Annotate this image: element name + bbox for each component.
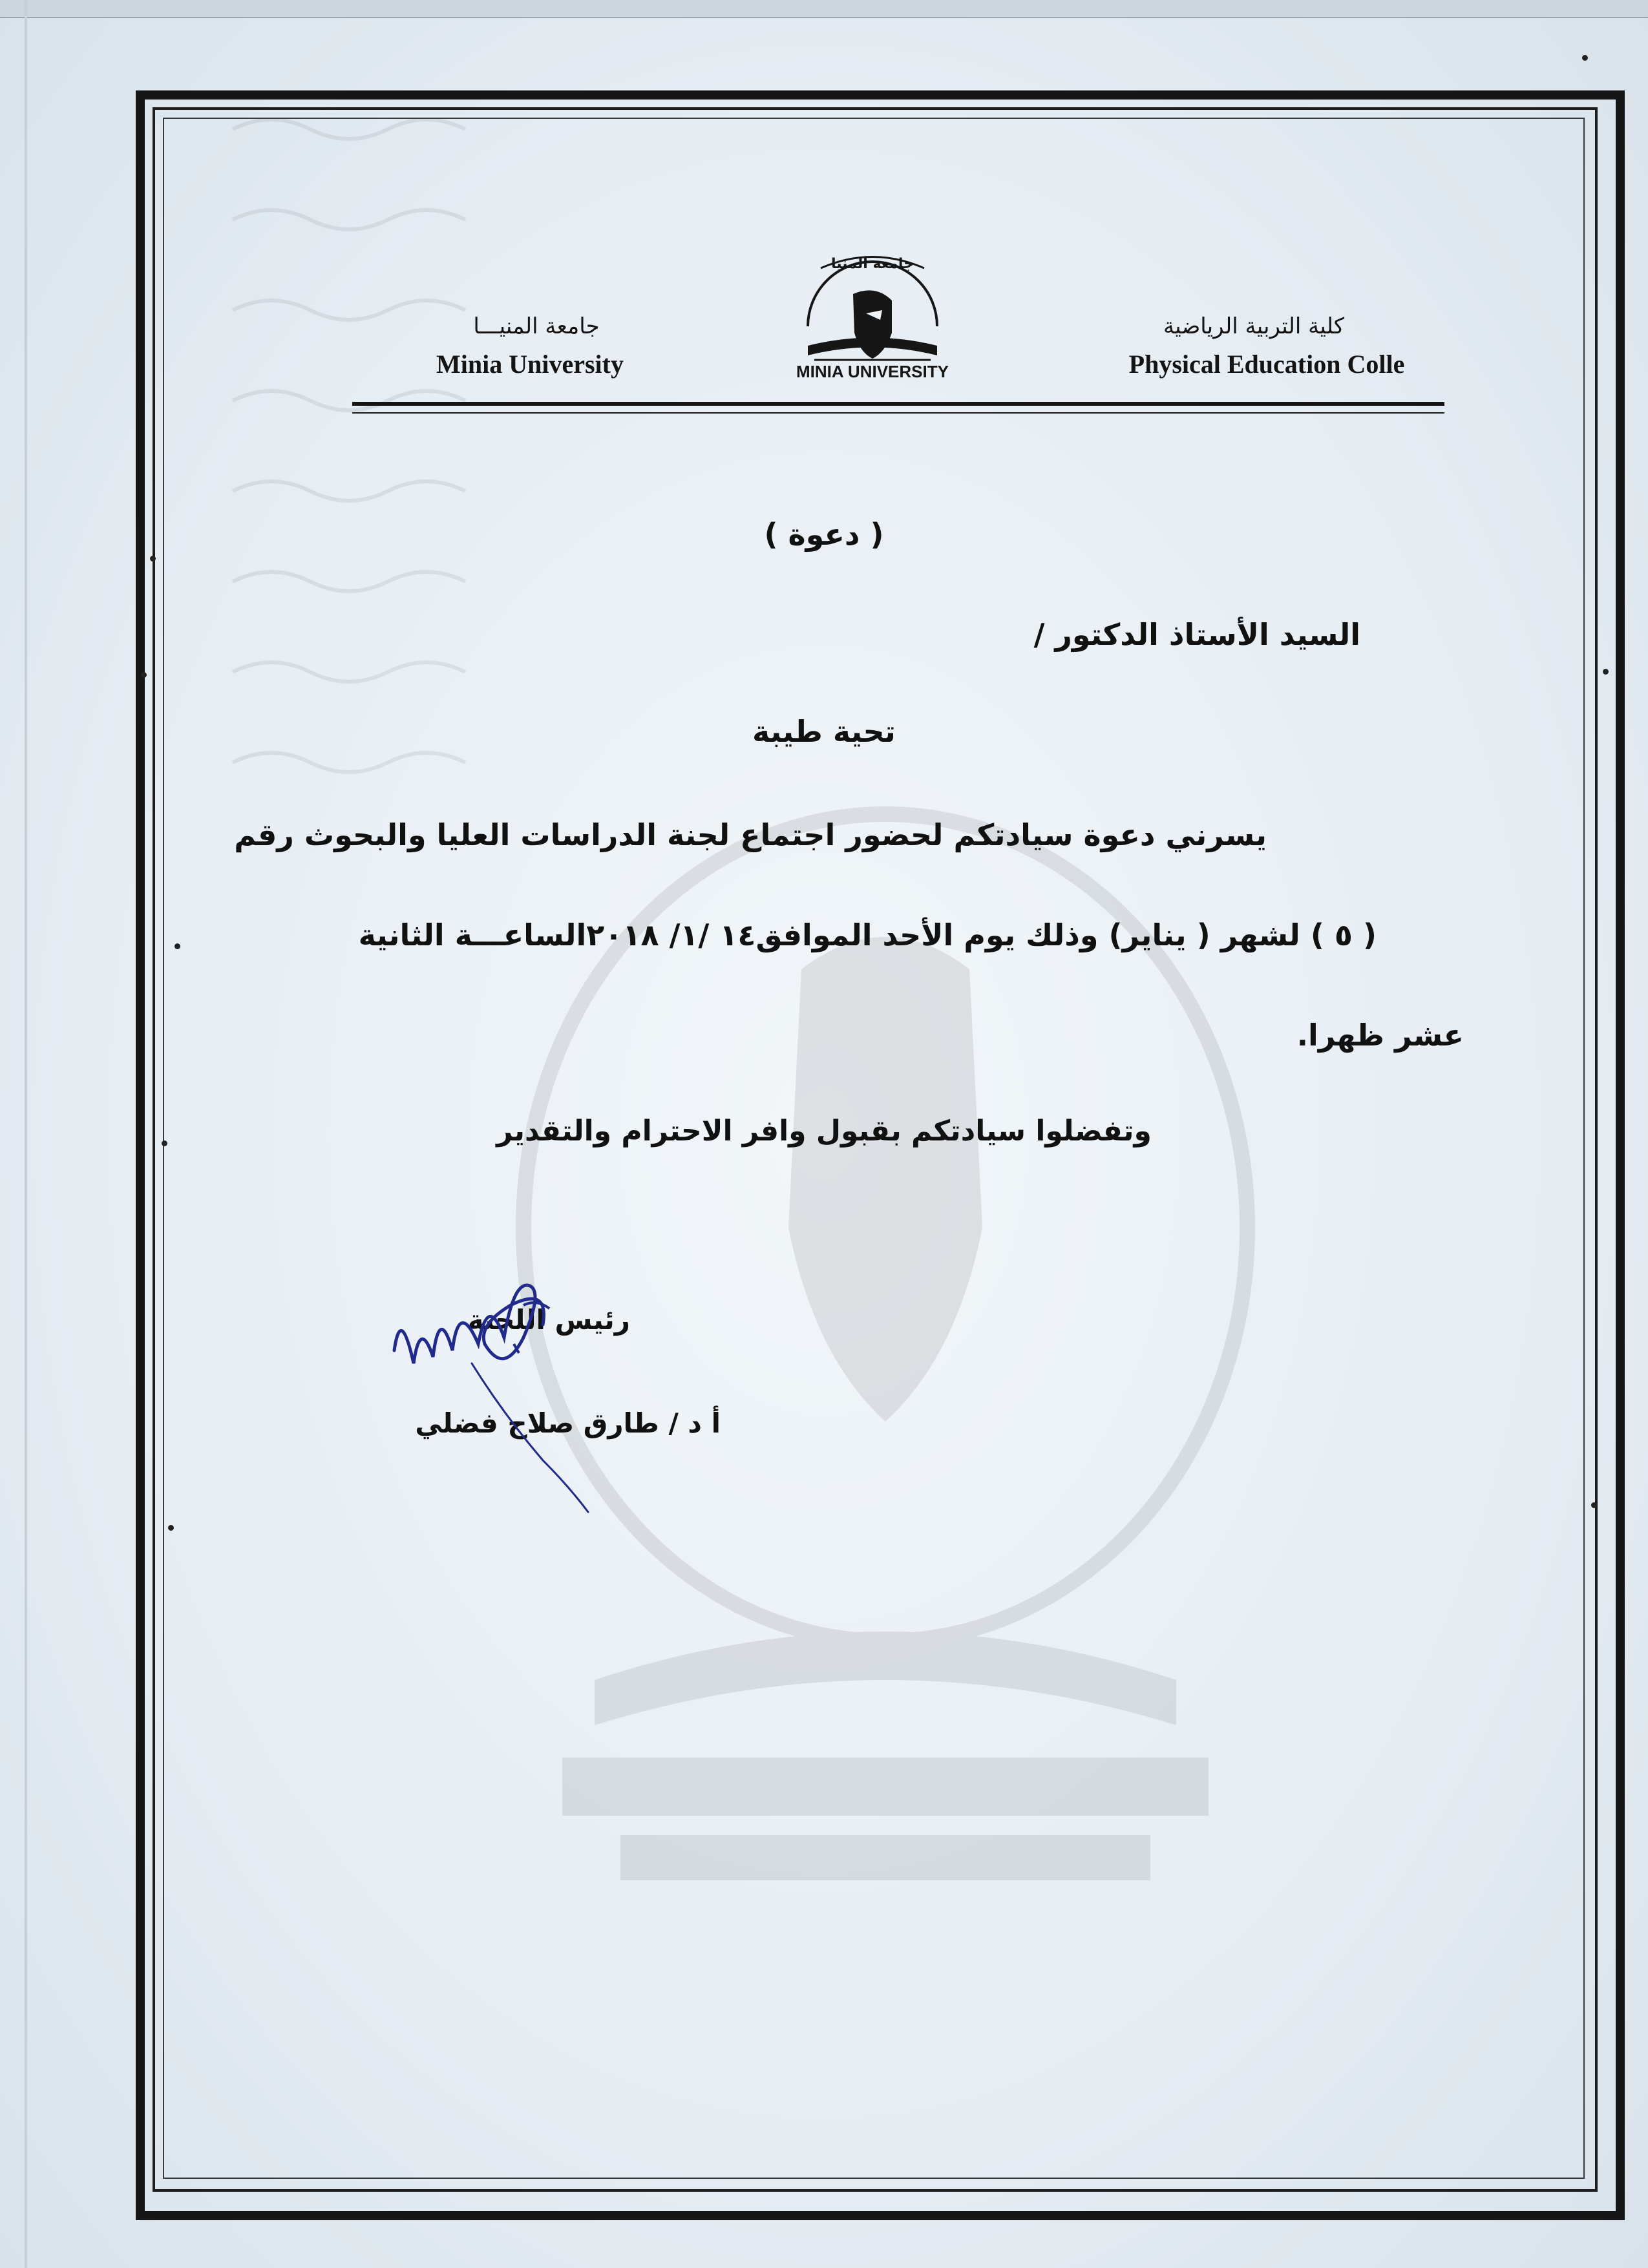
letter-salutation: السيد الأستاذ الدكتور / — [1033, 617, 1360, 652]
header-rule-thin — [352, 412, 1444, 414]
handwritten-signature — [375, 1266, 646, 1538]
letter-closing: وتفضلوا سيادتكم بقبول وافر الاحترام والتقدير — [496, 1115, 1152, 1148]
scan-speck — [150, 556, 156, 562]
logo-caption: MINIA UNIVERSITY — [796, 362, 949, 381]
faculty-name-arabic: كلية التربية الرياضية — [1163, 313, 1345, 339]
scan-speck — [162, 1140, 167, 1146]
scan-speck — [1603, 669, 1609, 675]
letter-title: ( دعوة ) — [764, 517, 884, 552]
signatory-name: أ د / طارق صلاح فضلي — [415, 1407, 721, 1439]
logo-arabic-text: جامعة المنيا — [831, 256, 914, 272]
document-border-inner-thin — [163, 118, 1585, 2179]
faculty-name-english: Physical Education Colle — [1128, 350, 1405, 379]
scan-speck — [168, 1525, 174, 1531]
scan-speck — [141, 672, 147, 678]
scan-speck — [1591, 1502, 1597, 1508]
letter-body-line-1: يسرني دعوة سيادتكم لحضور اجتماع لجنة الدراسات العليا والبحوث رقم — [234, 817, 1267, 852]
letter-greeting: تحية طيبة — [752, 714, 896, 749]
scan-speck — [1582, 55, 1588, 61]
letter-body-line-2: ( ٥ ) لشهر ( يناير) وذلك يوم الأحد الموافق١٤ /١/ ٢٠١٨الساعـــة الثانية — [358, 918, 1377, 952]
scanned-top-edge — [0, 0, 1648, 18]
signatory-title: رئيس اللجنة — [467, 1304, 630, 1336]
header-rule-thick — [352, 402, 1444, 406]
letter-body-line-3: عشر ظهرا. — [1296, 1018, 1464, 1053]
scan-speck — [174, 943, 180, 949]
university-name-arabic: جامعة المنيـــا — [473, 313, 600, 339]
university-name-english: Minia University — [436, 350, 624, 379]
